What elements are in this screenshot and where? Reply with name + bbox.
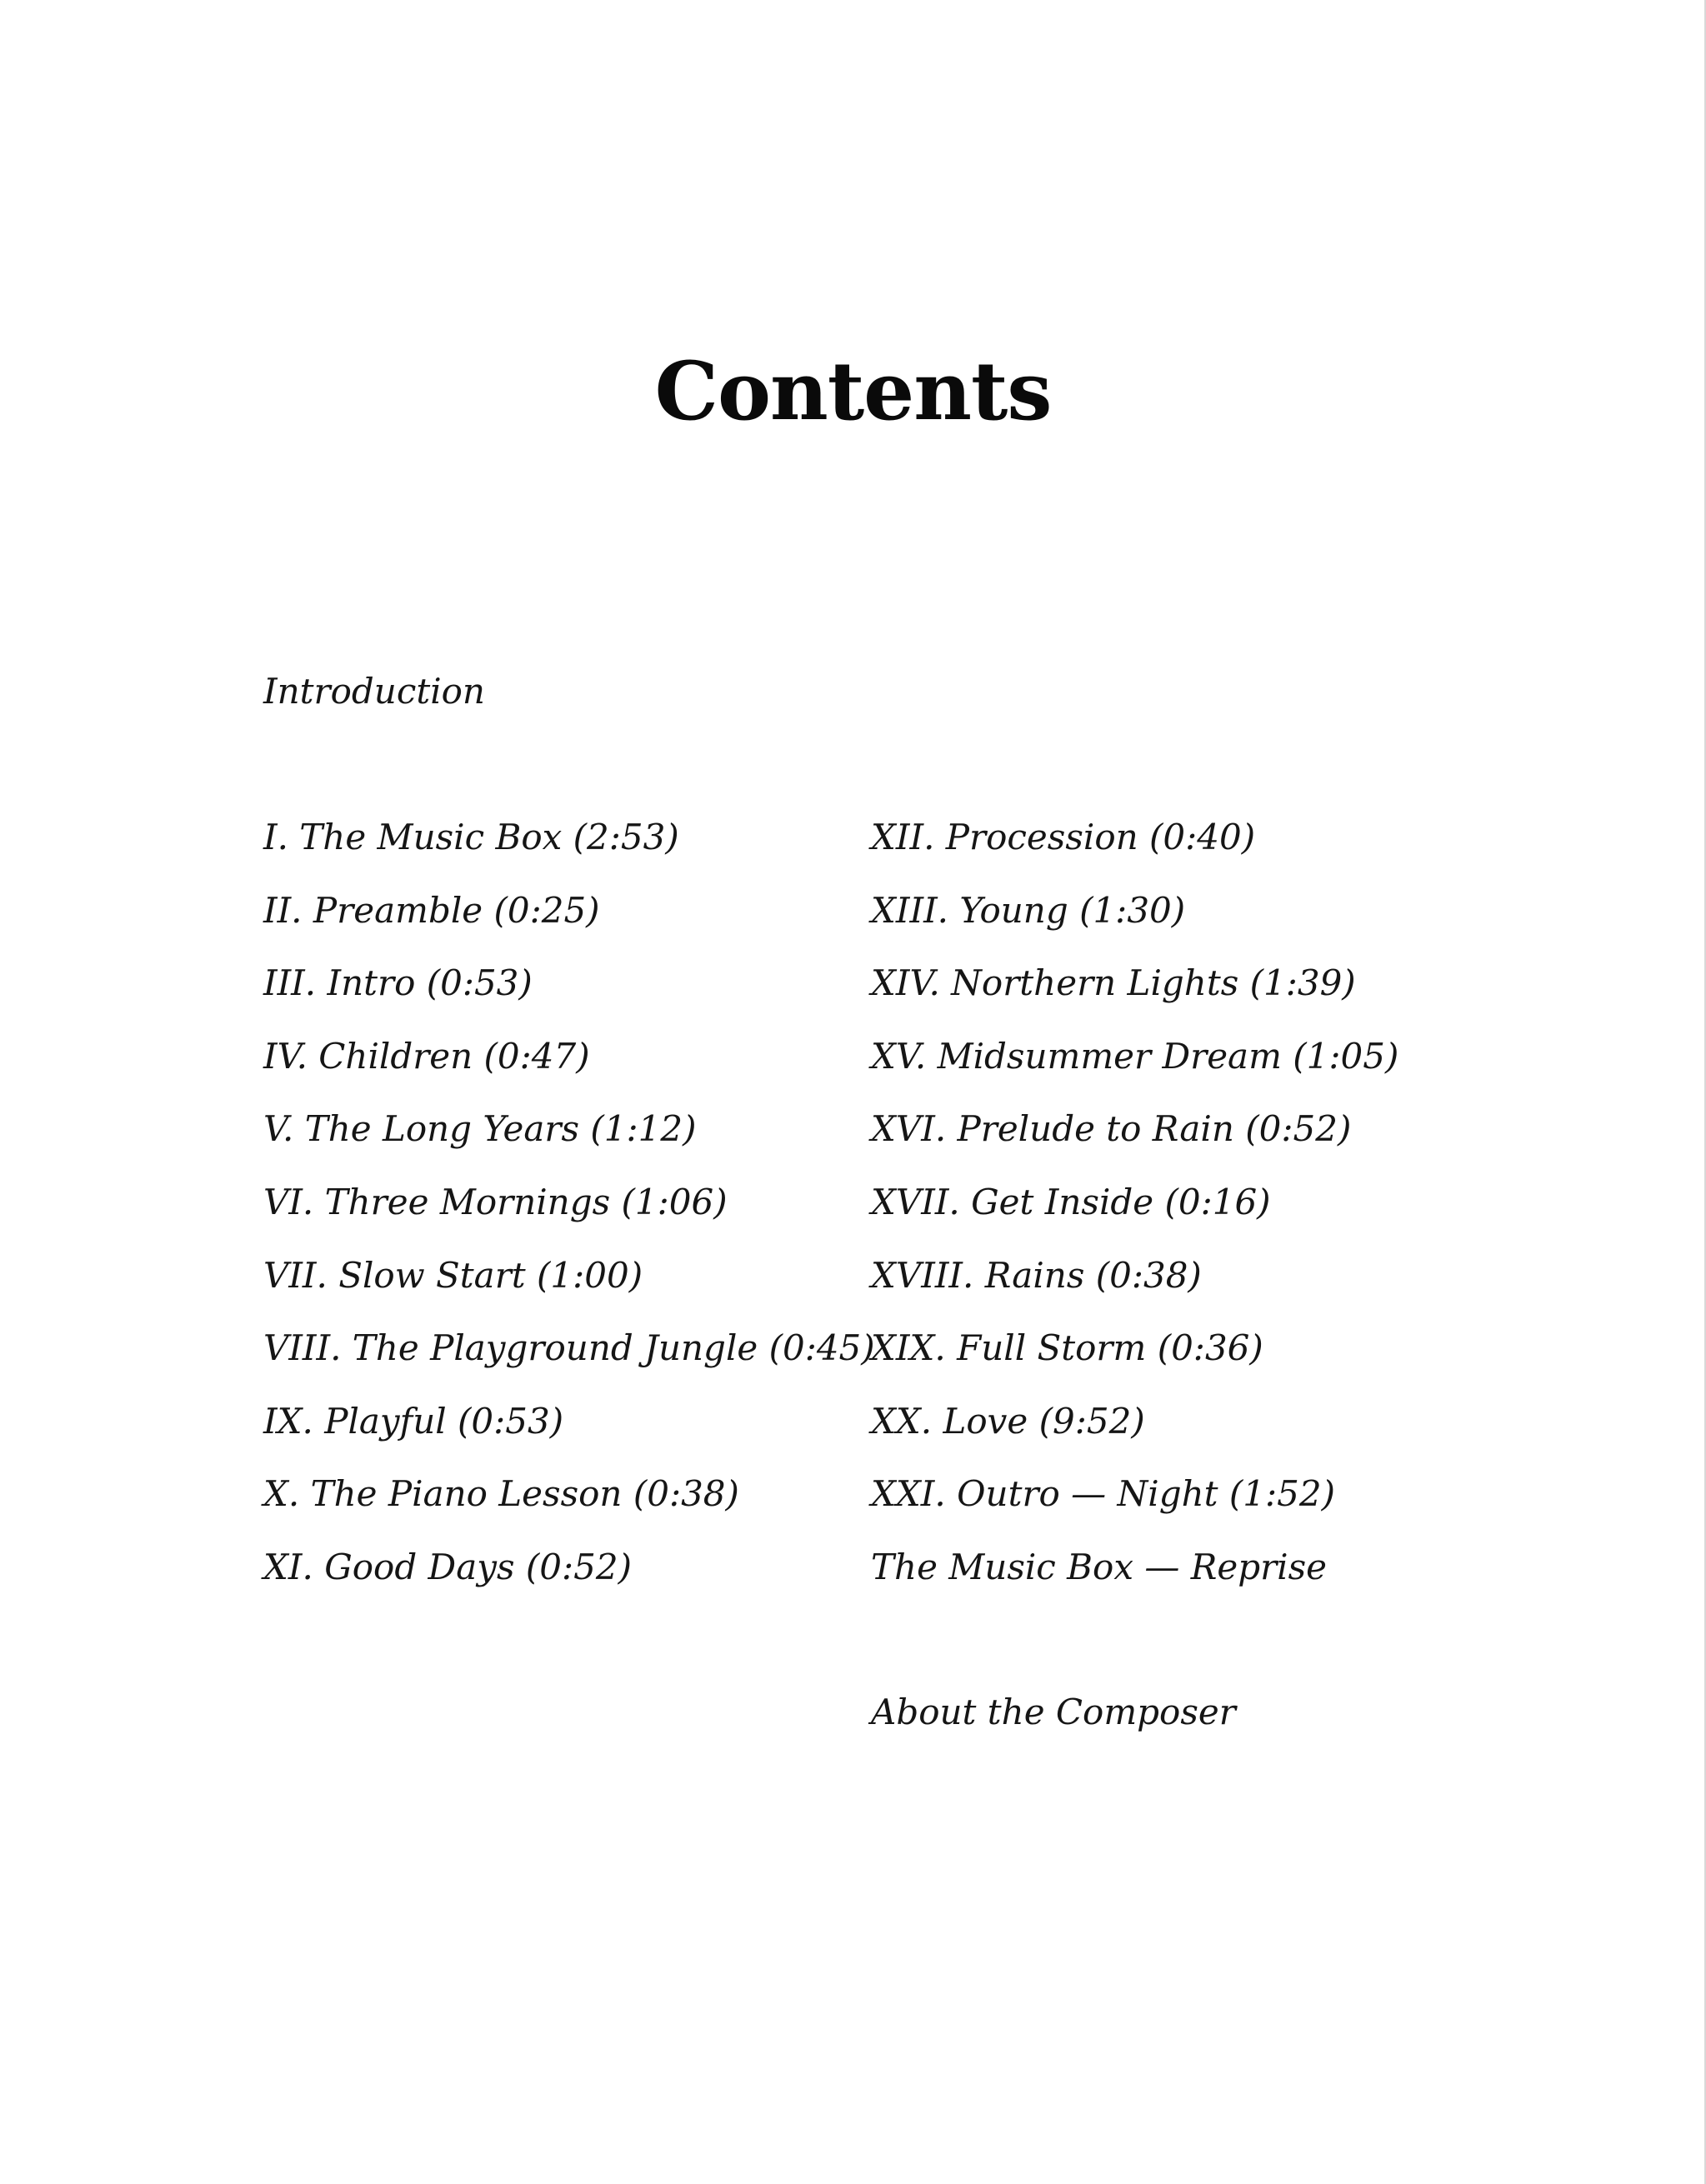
toc-entry[interactable]: V. The Long Years (1:12) — [263, 1108, 697, 1150]
toc-column-right — [871, 814, 1398, 1591]
toc-entry[interactable]: I. The Music Box (2:53) — [263, 817, 679, 857]
toc-entry[interactable]: VI. Three Mornings (1:06) — [263, 1181, 728, 1222]
toc-entry[interactable]: XV. Midsummer Dream (1:05) — [871, 1035, 1399, 1077]
toc-entry[interactable]: XVI. Prelude to Rain (0:52) — [871, 1108, 1352, 1150]
toc-entry[interactable]: VIII. The Playground Jungle (0:45) — [263, 1327, 875, 1369]
toc-entry[interactable]: IX. Playful (0:53) — [263, 1400, 564, 1442]
toc-entry[interactable]: IV. Children (0:47) — [263, 1035, 590, 1077]
toc-entry[interactable]: XIV. Northern Lights (1:39) — [871, 962, 1356, 1004]
toc-entry[interactable]: VII. Slow Start (1:00) — [263, 1254, 643, 1296]
toc-entry[interactable]: III. Intro (0:53) — [263, 962, 533, 1004]
page-title: Contents — [654, 344, 1052, 438]
toc-entry[interactable]: XI. Good Days (0:52) — [263, 1546, 632, 1587]
toc-entry-about-composer[interactable]: About the Composer — [871, 1692, 1236, 1732]
toc-entry[interactable]: XIII. Young (1:30) — [871, 889, 1186, 931]
toc-entry[interactable]: XII. Procession (0:40) — [871, 817, 1256, 857]
toc-entry[interactable]: XIX. Full Storm (0:36) — [871, 1327, 1263, 1369]
toc-entry-introduction[interactable]: Introduction — [263, 671, 485, 712]
toc-entry[interactable]: XX. Love (9:52) — [871, 1400, 1145, 1442]
toc-entry[interactable]: XVII. Get Inside (0:16) — [871, 1181, 1271, 1222]
toc-entry[interactable]: X. The Piano Lesson (0:38) — [263, 1473, 739, 1515]
toc-entry[interactable]: XXI. Outro — Night (1:52) — [871, 1473, 1335, 1515]
toc-entry-reprise[interactable]: The Music Box — Reprise — [871, 1546, 1328, 1587]
toc-entry[interactable]: II. Preamble (0:25) — [263, 889, 600, 931]
toc-column-left — [263, 814, 875, 1591]
toc-entry[interactable]: XVIII. Rains (0:38) — [871, 1254, 1202, 1296]
